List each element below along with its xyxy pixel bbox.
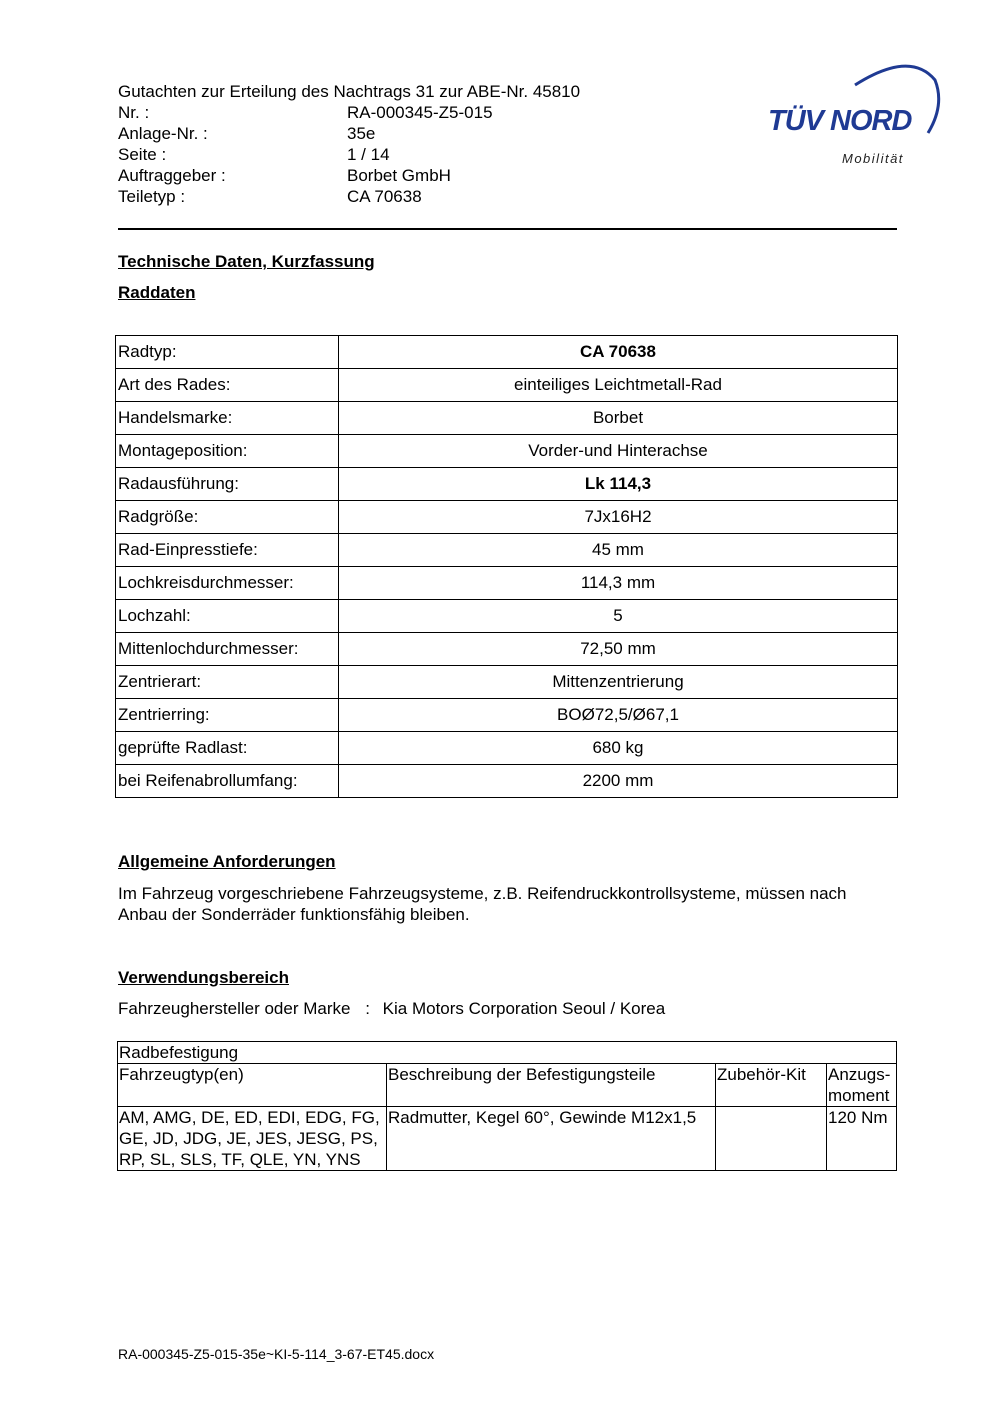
- row-label: bei Reifenabrollumfang:: [116, 765, 339, 798]
- header-row-nr: [118, 102, 618, 123]
- table-cell: 120 Nm: [827, 1107, 897, 1171]
- table-row: [116, 732, 898, 765]
- table-row: [116, 468, 898, 501]
- document-title: Gutachten zur Erteilung des Nachtrags 31 zur ABE-Nr. 45810: [118, 82, 581, 101]
- column-header: Anzugs-moment: [827, 1064, 897, 1107]
- section-heading-tech: Technische Daten, Kurzfassung: [118, 252, 375, 271]
- table-row: [116, 567, 898, 600]
- row-label: Lochkreisdurchmesser:: [116, 567, 339, 600]
- row-value: Vorder-und Hinterachse: [339, 435, 898, 468]
- header-row-seite: [118, 144, 618, 165]
- table-row: [116, 765, 898, 798]
- header-label: Auftraggeber :: [118, 166, 226, 185]
- logo-brand: TÜV NORD: [768, 105, 912, 137]
- row-value: 2200 mm: [339, 765, 898, 798]
- table-row: [116, 633, 898, 666]
- row-label: Lochzahl:: [116, 600, 339, 633]
- row-label: Mittenlochdurchmesser:: [116, 633, 339, 666]
- table-row: [116, 699, 898, 732]
- general-requirements-text: Im Fahrzeug vorgeschriebene Fahrzeugsysteme, z.B. Reifendruckkontrollsysteme, müssen nach Anbau der Sonderräder funktionsfähig bleiben.: [118, 884, 847, 924]
- row-label: Montageposition:: [116, 435, 339, 468]
- column-header: Fahrzeugtyp(en): [118, 1064, 387, 1107]
- header-row-anlage: [118, 123, 618, 144]
- row-value: 45 mm: [339, 534, 898, 567]
- row-value: 7Jx16H2: [339, 501, 898, 534]
- header-label: Nr. :: [118, 103, 150, 122]
- row-value: 680 kg: [339, 732, 898, 765]
- table-row: [116, 369, 898, 402]
- wheel-mounting-table: [117, 1041, 897, 1171]
- table-row: [116, 501, 898, 534]
- header-value: CA 70638: [347, 187, 422, 206]
- row-label: Zentrierart:: [116, 666, 339, 699]
- row-value: 72,50 mm: [339, 633, 898, 666]
- row-value: BOØ72,5/Ø67,1: [339, 699, 898, 732]
- header-value: RA-000345-Z5-015: [347, 103, 493, 122]
- header-label: Seite :: [118, 145, 167, 164]
- table-caption-row: [118, 1042, 897, 1064]
- table-row: [116, 600, 898, 633]
- row-label: Art des Rades:: [116, 369, 339, 402]
- table-row: [118, 1107, 897, 1171]
- row-value: einteiliges Leichtmetall-Rad: [339, 369, 898, 402]
- manufacturer-line: [118, 999, 665, 1019]
- manufacturer-value: Kia Motors Corporation Seoul / Korea: [382, 999, 666, 1018]
- section-heading-usage: Verwendungsbereich: [118, 968, 289, 987]
- table-cell: Radmutter, Kegel 60°, Gewinde M12x1,5: [387, 1107, 716, 1171]
- table-caption: Radbefestigung: [118, 1042, 897, 1064]
- row-label: Radausführung:: [116, 468, 339, 501]
- row-label: Radtyp:: [116, 336, 339, 369]
- footer-filename: RA-000345-Z5-015-35e~KI-5-114_3-67-ET45.docx: [118, 1346, 435, 1362]
- header-label: Anlage-Nr. :: [118, 124, 208, 143]
- header-divider: [118, 228, 897, 230]
- table-row: [116, 402, 898, 435]
- logo-tagline: Mobilität: [842, 151, 904, 166]
- table-cell: AM, AMG, DE, ED, EDI, EDG, FG, GE, JD, JDG, JE, JES, JESG, PS, RP, SL, SLS, TF, QLE, YN, YNS: [118, 1107, 387, 1171]
- row-label: Zentrierring:: [116, 699, 339, 732]
- table-row: [116, 336, 898, 369]
- row-label: geprüfte Radlast:: [116, 732, 339, 765]
- table-cell: [716, 1107, 827, 1171]
- table-row: [116, 534, 898, 567]
- manufacturer-label: Fahrzeughersteller oder Marke: [118, 999, 351, 1018]
- row-value: Lk 114,3: [339, 468, 898, 501]
- row-label: Handelsmarke:: [116, 402, 339, 435]
- column-header: Zubehör-Kit: [716, 1064, 827, 1107]
- header-value: 35e: [347, 124, 376, 143]
- header-label: Teiletyp :: [118, 187, 186, 206]
- row-value: Mittenzentrierung: [339, 666, 898, 699]
- header-value: Borbet GmbH: [347, 166, 451, 185]
- wheel-data-table: [115, 335, 898, 798]
- table-header-row: [118, 1064, 897, 1107]
- row-value: CA 70638: [339, 336, 898, 369]
- column-header: Beschreibung der Befestigungsteile: [387, 1064, 716, 1107]
- section-heading-general: Allgemeine Anforderungen: [118, 852, 336, 871]
- header-row-teiletyp: [118, 186, 618, 207]
- table-row: [116, 666, 898, 699]
- row-value: Borbet: [339, 402, 898, 435]
- section-heading-wheel: Raddaten: [118, 283, 196, 302]
- row-value: 5: [339, 600, 898, 633]
- row-label: Rad-Einpresstiefe:: [116, 534, 339, 567]
- tuv-nord-logo: [760, 55, 945, 175]
- header-value: 1 / 14: [347, 145, 390, 164]
- manufacturer-separator: :: [365, 999, 370, 1018]
- header-row-auftraggeber: [118, 165, 618, 186]
- row-label: Radgröße:: [116, 501, 339, 534]
- table-row: [116, 435, 898, 468]
- row-value: 114,3 mm: [339, 567, 898, 600]
